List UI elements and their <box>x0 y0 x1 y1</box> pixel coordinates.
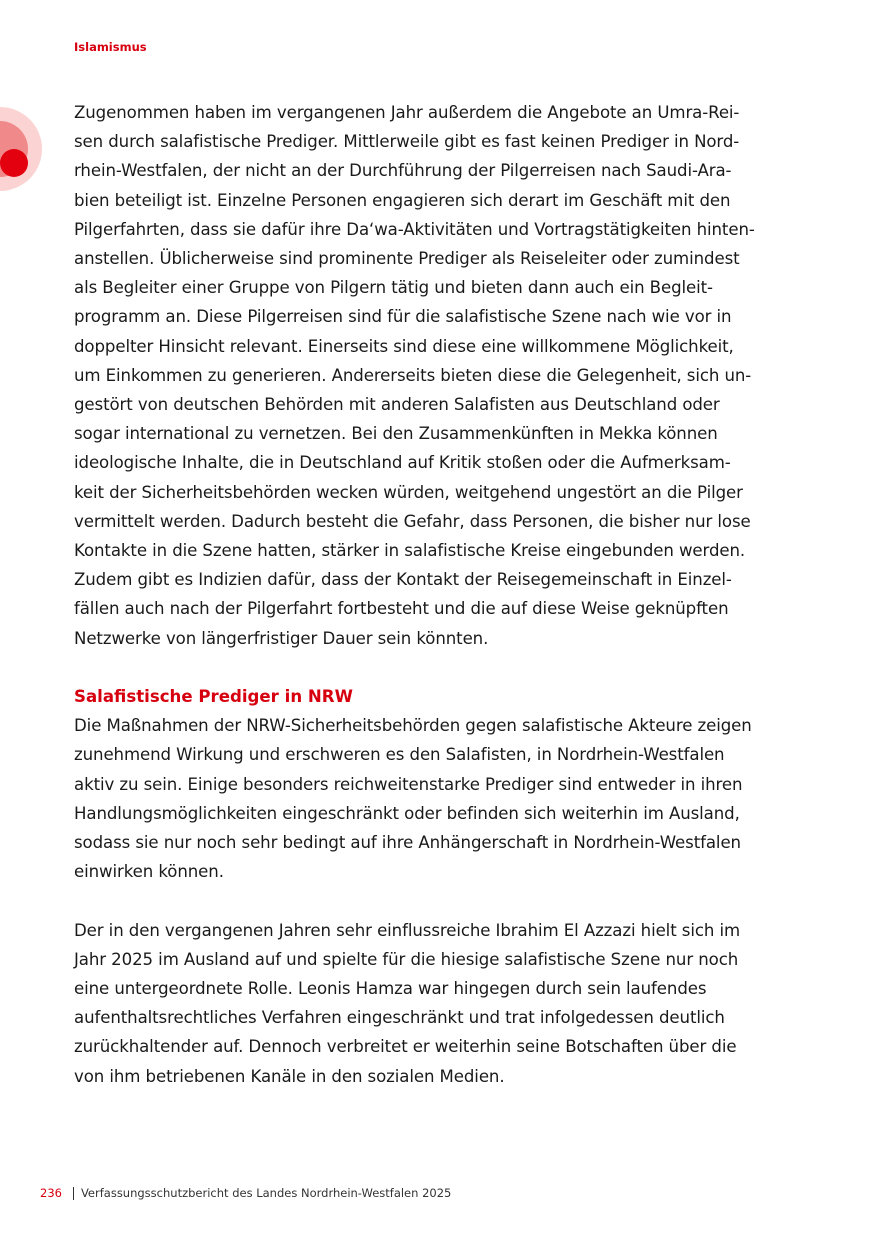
paragraph-preachers: Der in den vergangenen Jahren sehr einflussreiche Ibrahim El Azzazi hielt sich im Jahr 2025 im Ausland auf und spielte für die hiesige salafistische Szene nur noch eine untergeordnete Rolle. Leonis Hamza war hingegen durch sein laufendes aufenthaltsrechtliches Verfahren eingeschränkt und trat infolgedessen deutlich zurückhaltender auf. Dennoch verbreitet er weiterhin seine Botschaften über die von ihm betriebenen Kanäle in den sozialen Medien. <box>74 920 741 1086</box>
page-footer <box>40 1186 451 1200</box>
paragraph-spacer <box>74 886 804 915</box>
page-number: 236 <box>40 1186 62 1200</box>
section-marker-icon <box>0 107 42 191</box>
section-heading: Salafistische Prediger in NRW <box>74 687 353 707</box>
main-content <box>74 98 804 1091</box>
marker-ring <box>0 121 28 177</box>
paragraph-measures: Die Maßnahmen der NRW-Sicherheitsbehörden gegen salafistische Akteure zeigen zunehmend Wirkung und erschweren es den Salafisten, in Nordrhein-Westfalen aktiv zu sein. Einige besonders reichweitenstarke Prediger sind entweder in ihren Handlungsmöglichkeiten eingeschränkt oder befinden sich weiterhin im Ausland, sodass sie nur noch sehr bedingt auf ihre Anhängerschaft in Nordrhein-Westfalen einwirken können. <box>74 716 752 882</box>
paragraph-spacer <box>74 653 804 682</box>
footer-title: Verfassungsschutzbericht des Landes Nordrhein-Westfalen 2025 <box>80 1186 452 1200</box>
paragraph-umra-travel: Zugenommen haben im vergangenen Jahr außerdem die Angebote an Umra-Rei- sen durch salafistische Prediger. Mittlerweile gibt es fast keinen Prediger in Nord- rhein-Westfalen, der nicht an der Durchführung der Pilgerreisen nach Saudi-Ara- bien beteiligt ist. Einzelne Personen engagieren sich derart im Geschäft mit den Pilgerfahrten, dass sie dafür ihre Da‘wa-Aktivitäten und Vortragstätigkeiten hinten- anstellen. Üblicherweise sind prominente Prediger als Reiseleiter oder zumindest als Begleiter einer Gruppe von Pilgern tätig und bieten dann auch ein Begleit- programm an. Diese Pilgerreisen sind für die salafistische Szene nach wie vor in doppelter Hinsicht relevant. Einerseits sind diese eine willkommene Möglichkeit, um Einkommen zu generieren. Andererseits bieten diese die Gelegenheit, sich un- gestört von deutschen Behörden mit anderen Salafisten aus Deutschland oder sogar international zu vernetzen. Bei den Zusammenkünften in Mekka können ideologische Inhalte, die in Deutschland auf Kritik stoßen oder die Aufmerksam- keit der Sicherheitsbehörden wecken würden, weitgehend ungestört an die Pilger vermittelt werden. Dadurch besteht die Gefahr, dass Personen, die bisher nur lose Kontakte in die Szene hatten, stärker in salafistische Kreise eingebunden werden. Zudem gibt es Indizien dafür, dass der Kontakt der Reisegemeinschaft in Einzel- fällen auch nach der Pilgerfahrt fortbesteht und die auf diese Weise geknüpften Netzwerke von längerfristiger Dauer sein könnten. <box>74 103 755 648</box>
section-tag: Islamismus <box>74 40 147 54</box>
marker-core <box>0 149 28 177</box>
footer-divider <box>73 1187 74 1200</box>
